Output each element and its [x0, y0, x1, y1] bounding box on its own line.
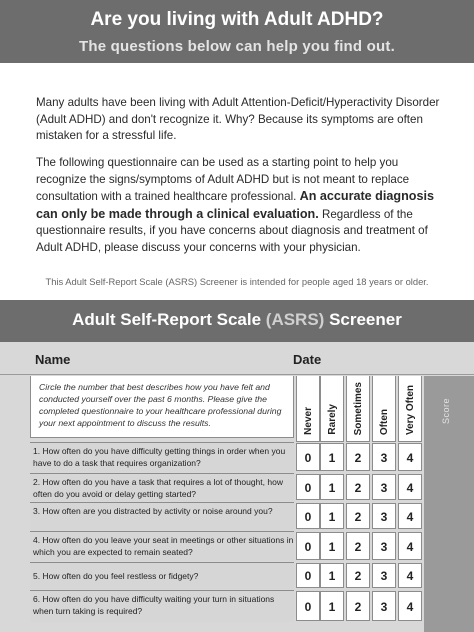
question-row-3	[30, 502, 294, 530]
screener-title-accent: (ASRS)	[265, 310, 325, 329]
question-row-4	[30, 531, 294, 561]
answer-option-q1-sometimes[interactable]: 2	[346, 443, 370, 471]
answer-option-q6-very-often[interactable]: 4	[398, 591, 422, 621]
answer-option-q3-very-often[interactable]: 4	[398, 503, 422, 529]
score-label: Score	[441, 398, 451, 425]
question-text: 2. How often do you have a task that requires a lot of thought, how often do you avoid or delay getting started?	[33, 477, 283, 499]
screener-banner	[0, 300, 474, 342]
screener-sheet	[0, 342, 474, 632]
question-row-2	[30, 473, 294, 501]
answer-option-q2-never[interactable]: 0	[296, 474, 320, 500]
name-label: Name	[35, 352, 71, 367]
question-row-6	[30, 590, 294, 622]
page-subtitle: The questions below can help you find out.	[79, 38, 395, 55]
column-header-label: Rarely	[327, 404, 338, 435]
screener-title-before: Adult Self-Report Scale	[72, 310, 266, 329]
screener-title	[0, 310, 474, 330]
question-row-5	[30, 562, 294, 589]
header-banner	[0, 0, 474, 63]
instructions-box	[30, 376, 294, 438]
answer-option-q6-never[interactable]: 0	[296, 591, 320, 621]
answer-option-q1-very-often[interactable]: 4	[398, 443, 422, 471]
question-text: 4. How often do you leave your seat in meetings or other situations in which you are expected to remain seated?	[33, 535, 294, 557]
answer-option-q3-sometimes[interactable]: 2	[346, 503, 370, 529]
answer-option-q6-often[interactable]: 3	[372, 591, 396, 621]
score-column	[424, 376, 474, 632]
name-date-row	[0, 342, 474, 375]
column-header-sometimes	[346, 376, 370, 442]
intro-paragraph-2-bold: An accurate diagnosis can only be made through a clinical evaluation.	[36, 189, 434, 221]
answer-option-q1-rarely[interactable]: 1	[320, 443, 344, 471]
answer-option-q5-often[interactable]: 3	[372, 563, 396, 588]
intro-paragraph-2	[36, 155, 448, 256]
answer-option-q4-sometimes[interactable]: 2	[346, 532, 370, 560]
bottom-strip	[0, 624, 424, 632]
column-header-rarely	[320, 376, 344, 442]
intro-paragraph-1: Many adults have been living with Adult Attention-Deficit/Hyperactivity Disorder (Adult ADHD) and don't recognize it. Why? Because its symptoms are often mistaken for a stressful life.	[36, 96, 440, 142]
answer-option-q4-never[interactable]: 0	[296, 532, 320, 560]
date-label: Date	[293, 352, 322, 367]
answer-option-q2-rarely[interactable]: 1	[320, 474, 344, 500]
column-header-often	[372, 376, 396, 442]
column-header-very-often	[398, 376, 422, 442]
answer-option-q4-rarely[interactable]: 1	[320, 532, 344, 560]
intro-paragraph-2-end: Regardless of the questionnaire results, if you have concerns about diagnosis and treatment of Adult ADHD, please discuss your concerns with your physician.	[36, 207, 428, 254]
answer-option-q3-often[interactable]: 3	[372, 503, 396, 529]
column-header-label: Often	[379, 408, 390, 435]
answer-option-q2-often[interactable]: 3	[372, 474, 396, 500]
answer-option-q4-very-often[interactable]: 4	[398, 532, 422, 560]
answer-option-q1-often[interactable]: 3	[372, 443, 396, 471]
answer-option-q3-never[interactable]: 0	[296, 503, 320, 529]
question-text: 3. How often are you distracted by activity or noise around you?	[33, 506, 273, 516]
answer-option-q6-sometimes[interactable]: 2	[346, 591, 370, 621]
intro-paragraph-2-start: The following questionnaire can be used as a starting point to help you recognize the signs/symptoms of Adult ADHD but is not meant to replace consultation with a trained healthcare professional.	[36, 156, 410, 203]
question-text: 6. How often do you have difficulty waiting your turn in situations when turn taking is required?	[33, 594, 275, 616]
age-note: This Adult Self-Report Scale (ASRS) Screener is intended for people aged 18 years or older.	[45, 276, 429, 287]
answer-option-q6-rarely[interactable]: 1	[320, 591, 344, 621]
page-title: Are you living with Adult ADHD?	[90, 9, 384, 30]
answer-option-q1-never[interactable]: 0	[296, 443, 320, 471]
answer-option-q2-sometimes[interactable]: 2	[346, 474, 370, 500]
question-text: 1. How often do you have difficulty getting things in order when you have to do a task that requires organization?	[33, 446, 286, 468]
answer-option-q3-rarely[interactable]: 1	[320, 503, 344, 529]
column-header-label: Never	[303, 407, 314, 435]
answer-option-q5-rarely[interactable]: 1	[320, 563, 344, 588]
column-header-label: Sometimes	[353, 381, 364, 435]
column-header-label: Very Often	[405, 384, 416, 435]
answer-option-q5-sometimes[interactable]: 2	[346, 563, 370, 588]
column-header-never	[296, 376, 320, 442]
answer-option-q5-very-often[interactable]: 4	[398, 563, 422, 588]
question-text: 5. How often do you feel restless or fidgety?	[33, 571, 199, 581]
answer-option-q2-very-often[interactable]: 4	[398, 474, 422, 500]
screener-title-after: Screener	[324, 310, 402, 329]
question-row-1	[30, 442, 294, 472]
answer-option-q5-never[interactable]: 0	[296, 563, 320, 588]
instructions-text: Circle the number that best describes how you have felt and conducted yourself over the past 6 months. Please give the completed questionnaire to your healthcare professional during your next appointment to discuss the results.	[39, 382, 282, 428]
answer-option-q4-often[interactable]: 3	[372, 532, 396, 560]
